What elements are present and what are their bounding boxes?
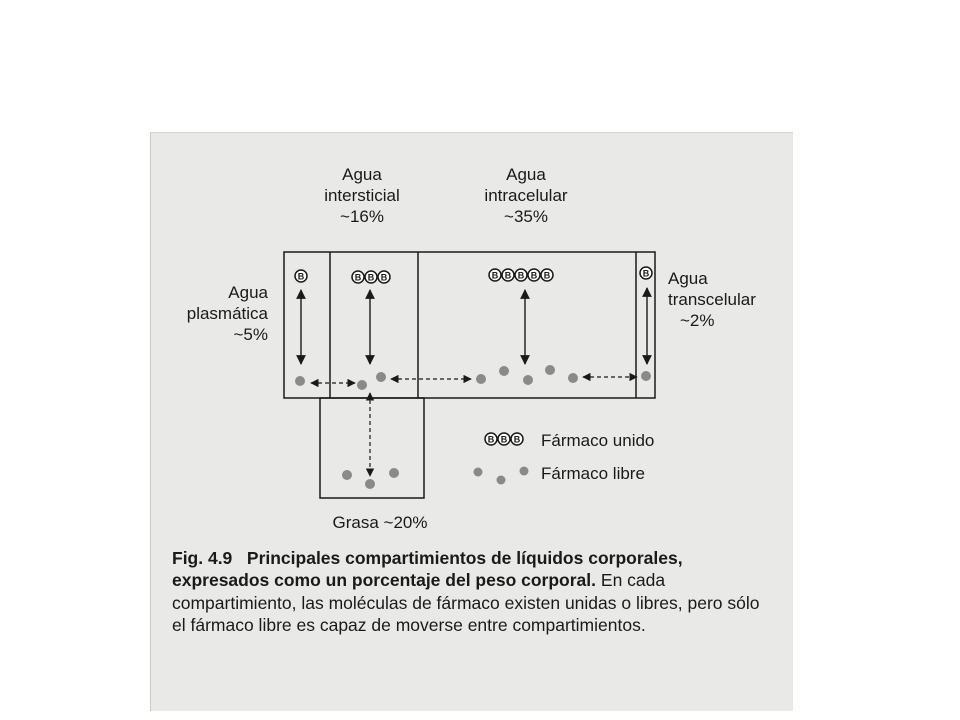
legend-free-label: Fármaco libre — [541, 464, 645, 483]
svg-text:B: B — [513, 434, 521, 445]
bound-drug-plasma — [295, 270, 307, 282]
label-plasma-line2: plasmática — [186, 304, 268, 323]
label-plasma-line3: ~5% — [233, 325, 268, 344]
label-intracellular-line2: intracelular — [484, 186, 568, 205]
label-interstitial-line1: Agua — [342, 165, 382, 184]
label-intracellular-line1: Agua — [506, 165, 546, 184]
body-box — [284, 252, 655, 398]
bound-drug-intracellular — [489, 269, 553, 281]
label-interstitial-line3: ~16% — [340, 207, 384, 226]
svg-text:B: B — [517, 270, 525, 281]
label-intracellular-line3: ~35% — [504, 207, 548, 226]
label-transcellular — [668, 268, 784, 331]
compartment-boxes — [284, 252, 655, 498]
svg-text:B: B — [504, 270, 512, 281]
svg-text:B: B — [500, 434, 508, 445]
caption-body: En cada compartimiento, las moléculas de fármaco existen unidas o libres, pero sólo el fármaco libre es capaz de moverse entre compartimientos. — [172, 570, 760, 636]
exchange-arrows — [311, 377, 637, 476]
svg-text:B: B — [380, 272, 388, 283]
svg-text:B: B — [367, 272, 375, 283]
label-interstitial-line2: intersticial — [324, 186, 400, 205]
svg-text:B: B — [530, 270, 538, 281]
svg-text:B: B — [297, 271, 305, 282]
legend-bound-symbol — [485, 433, 523, 445]
caption-figure-number: Fig. 4.9 — [172, 548, 233, 568]
label-plasma-line1: Agua — [228, 283, 268, 302]
bound-drug-transcellular — [640, 267, 652, 279]
figure-caption — [172, 547, 772, 637]
legend-free-symbol — [474, 467, 529, 485]
label-transcellular-line1: Agua — [668, 269, 708, 288]
svg-text:B: B — [543, 270, 551, 281]
svg-text:B: B — [487, 434, 495, 445]
binding-arrows — [301, 288, 647, 364]
label-interstitial — [312, 164, 412, 227]
svg-text:B: B — [491, 270, 499, 281]
bound-drug-groups — [295, 267, 652, 445]
caption-title: Principales compartimientos de líquidos corporales, expresados como un porcentaje del peso corporal. — [172, 548, 683, 591]
svg-text:B: B — [354, 272, 362, 283]
label-plasma — [164, 282, 268, 345]
bound-drug-interstitial — [352, 271, 390, 283]
label-transcellular-line3: ~2% — [680, 311, 715, 330]
legend-bound-label: Fármaco unido — [541, 431, 655, 450]
label-transcellular-line2: transcelular — [668, 290, 756, 309]
svg-text:B: B — [642, 268, 650, 279]
label-intracellular — [466, 164, 586, 227]
label-fat: Grasa ~20% — [332, 513, 428, 532]
